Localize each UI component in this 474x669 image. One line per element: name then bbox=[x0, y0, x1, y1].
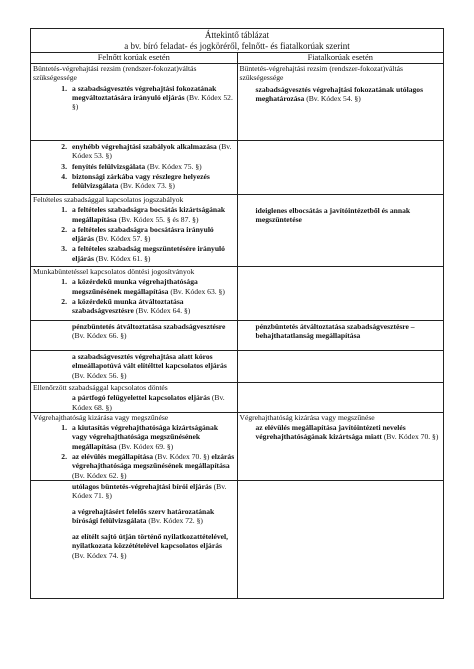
cell-parole-left bbox=[31, 195, 238, 267]
section-heading: Büntetés-végrehajtási rezsim (rendszer-fokozat)váltás szükségessége bbox=[239, 64, 403, 83]
list-item: szabadságvesztés végrehajtási fokozatának utólagos meghatározása (Bv. Kódex 54. §) bbox=[255, 84, 424, 103]
list-item: 4. biztonsági zárkába vagy részlegre helyezés felülvizsgálata (Bv. Kódex 73. §) bbox=[61, 171, 210, 191]
section-heading: Büntetés-végrehajtási rezsim (rendszer-fokozat)váltás szükségessége bbox=[33, 64, 197, 83]
cell-workpenalty-left bbox=[31, 267, 238, 321]
title-line-1: Áttekintő táblázat bbox=[204, 30, 270, 40]
cell-empty bbox=[237, 383, 444, 413]
cell-empty bbox=[237, 141, 444, 195]
list-item: 3. a feltételes szabadság megszüntetésére irányuló eljárás (Bv. Kódex 61. §) bbox=[61, 244, 225, 263]
list-item: 2. a feltételes szabadságra bocsátásra irányuló eljárás (Bv. Kódex 57. §) bbox=[61, 224, 214, 244]
list-item: az elítélt sajtó útján történő nyilatkozattételével, nyilatkozata közzétételével kapcsolatos eljárás (Bv. Kódex 74. §) bbox=[72, 532, 229, 560]
table-row bbox=[31, 412, 444, 480]
list-item: a pártfogó felügyelettel kapcsolatos eljárás (Bv. Kódex 68. §) bbox=[72, 393, 225, 412]
list-item: a szabadságvesztés végrehajtása alatt kóros elmeállapotúvá vált elítélttel kapcsolatos eljárás (Bv. Kódex 56. §) bbox=[72, 352, 227, 380]
list-item: az elévülés megállapítása javítóintézeti nevelés végrehajthatóságának kizártsága miatt (Bv. Kódex 70. §) bbox=[255, 423, 439, 442]
cell-empty bbox=[237, 267, 444, 321]
list-item: 2. enyhébb végrehajtási szabályok alkalmazása (Bv. Kódex 53. §) bbox=[61, 142, 232, 161]
cell-regime-left bbox=[31, 64, 238, 141]
title-line-2: a bv. bíró feladat- és jogköréről, felnőtt- és fiatalkorúak szerint bbox=[124, 40, 350, 51]
list-item: 1. a feltételes szabadságra bocsátás kizártságának megállapítása (Bv. Kódex 55. § és 87. §) bbox=[61, 205, 226, 224]
cell-other-left bbox=[31, 480, 238, 598]
section-heading: Munkabüntetéssel kapcsolatos döntési jogosítványok bbox=[33, 267, 195, 276]
cell-rules-left bbox=[31, 141, 238, 195]
list-item: 3. fenyítés felülvizsgálata (Bv. Kódex 75. §) bbox=[61, 161, 202, 171]
list-item: 1. a kiutasítás végrehajthatósága kizártságának vagy végrehajthatósága megszűnésének megállapítása (Bv. Kódex 69. §) bbox=[61, 423, 219, 451]
cell-empty bbox=[237, 351, 444, 383]
table-row bbox=[31, 267, 444, 321]
section-heading: Végrehajthatóság kizárása vagy megszűnése bbox=[239, 412, 375, 422]
list-item: pénzbüntetés átváltoztatása szabadságvesztésre – behajthatatlanság megállapítása bbox=[255, 322, 415, 341]
list-item: pénzbüntetés átváltoztatása szabadságvesztésre (Bv. Kódex 66. §) bbox=[72, 322, 226, 341]
cell-parole-right bbox=[237, 195, 444, 267]
table-row bbox=[31, 383, 444, 413]
section-heading: Végrehajthatóság kizárása vagy megszűnése bbox=[33, 412, 169, 422]
cell-empty bbox=[237, 480, 444, 598]
cell-enforcement-right bbox=[237, 412, 444, 480]
table-row bbox=[31, 321, 444, 351]
list-item: 1. a szabadságvesztés végrehajtási fokozatának megváltoztatására irányuló eljárás (Bv. Kódex 52. §) bbox=[61, 83, 233, 112]
section-heading: Feltételes szabadsággal kapcsolatos jogszabályok bbox=[33, 195, 184, 204]
table-title-row bbox=[31, 29, 444, 53]
cell-mental-left bbox=[31, 351, 238, 383]
table-row bbox=[31, 195, 444, 267]
list-item: 2. az elévülés megállapítása (Bv. Kódex 70. §) elzárás végrehajthatósága megszűnésének megállapítása (Bv. Kódex 62. §) bbox=[61, 452, 235, 480]
table-row bbox=[31, 64, 444, 141]
list-item: 1. a közérdekű munka végrehajthatósága megszűnésének megállapítása (Bv. Kódex 63. §) bbox=[61, 277, 225, 296]
table-row bbox=[31, 351, 444, 383]
list-item: a végrehajtásért felelős szerv határozatának bírósági felülvizsgálata (Bv. Kódex 72. §) bbox=[72, 506, 215, 525]
table-row bbox=[31, 141, 444, 195]
cell-enforcement-left bbox=[31, 412, 238, 480]
table-row bbox=[31, 480, 444, 598]
table-title bbox=[31, 29, 444, 53]
section-heading: Ellenőrzött szabadsággal kapcsolatos döntés bbox=[33, 383, 168, 392]
header-juveniles: Fiatalkorúak esetén bbox=[237, 53, 444, 64]
cell-fine-right bbox=[237, 321, 444, 351]
cell-fine-left bbox=[31, 321, 238, 351]
header-adults: Felnőtt korúak esetén bbox=[31, 53, 238, 64]
cell-probation-left bbox=[31, 383, 238, 413]
overview-table bbox=[30, 28, 444, 599]
list-item: 2. a közérdekű munka átváltoztatása szabadságvesztésre (Bv. Kódex 64. §) bbox=[61, 296, 191, 316]
list-item: ideiglenes elbocsátás a javítóintézetből és annak megszüntetése bbox=[255, 206, 411, 225]
column-header-row bbox=[31, 53, 444, 64]
list-item: utólagos büntetés-végrehajtási bírói eljárás (Bv. Kódex 71. §) bbox=[72, 481, 227, 501]
cell-regime-right bbox=[237, 64, 444, 141]
